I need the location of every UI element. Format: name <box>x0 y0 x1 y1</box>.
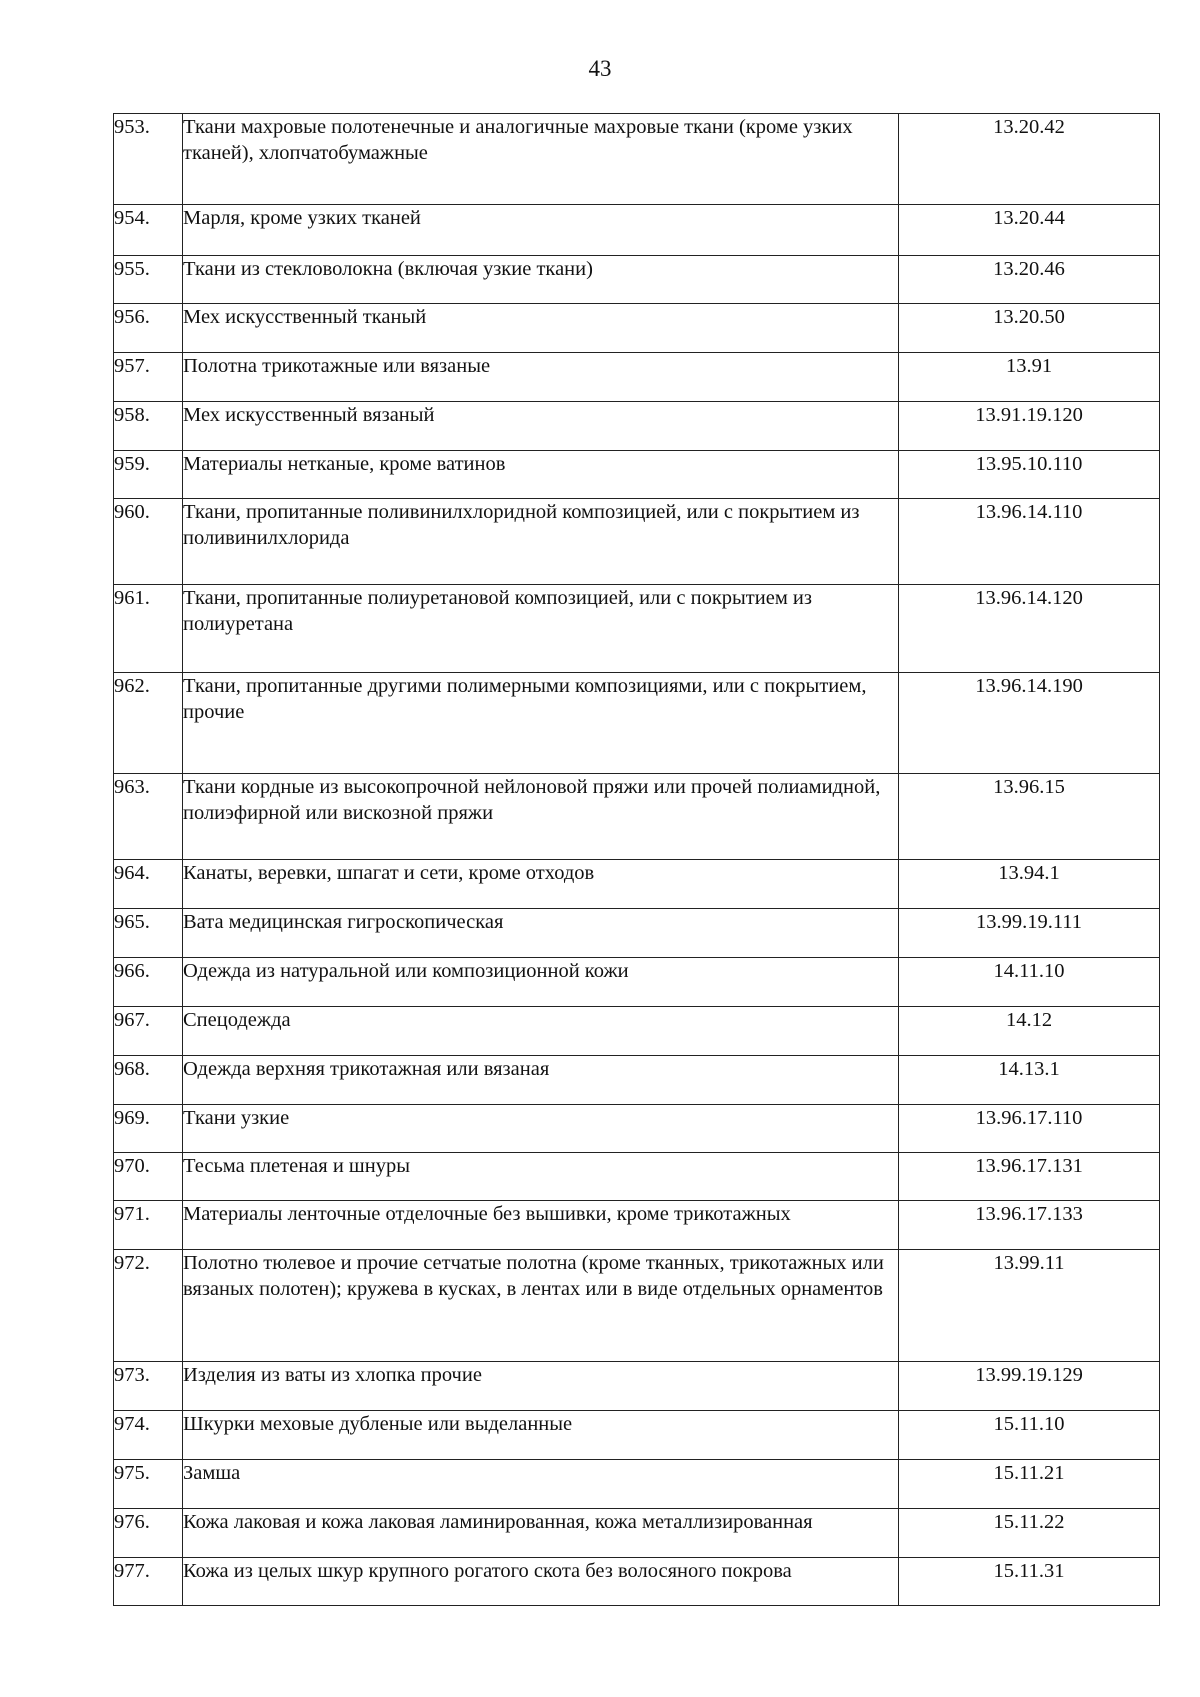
description-cell: Ткани из стекловолокна (включая узкие ткани) <box>183 256 899 304</box>
row-number-cell: 973. <box>114 1362 183 1411</box>
row-number-cell: 959. <box>114 451 183 499</box>
code-cell: 13.96.17.131 <box>899 1153 1160 1201</box>
table-row <box>114 205 1160 256</box>
row-number-cell: 957. <box>114 353 183 402</box>
description-cell: Мех искусственный вязаный <box>183 402 899 451</box>
table-row <box>114 1509 1160 1558</box>
description-cell: Ткани, пропитанные полиуретановой композицией, или с покрытием из полиуретана <box>183 585 899 673</box>
table-row <box>114 585 1160 673</box>
row-number-cell: 976. <box>114 1509 183 1558</box>
description-cell: Ткани кордные из высокопрочной нейлоновой пряжи или прочей полиамидной, полиэфирной или вискозной пряжи <box>183 774 899 860</box>
code-cell: 13.20.42 <box>899 114 1160 205</box>
description-cell: Материалы ленточные отделочные без вышивки, кроме трикотажных <box>183 1201 899 1250</box>
description-cell: Мех искусственный тканый <box>183 304 899 353</box>
code-cell: 13.94.1 <box>899 860 1160 909</box>
table-row <box>114 1411 1160 1460</box>
classification-table <box>113 113 1160 1606</box>
table-row <box>114 1153 1160 1201</box>
table-row <box>114 402 1160 451</box>
row-number-cell: 961. <box>114 585 183 673</box>
row-number-cell: 972. <box>114 1250 183 1362</box>
description-cell: Ткани узкие <box>183 1105 899 1153</box>
code-cell: 13.20.44 <box>899 205 1160 256</box>
description-cell: Полотна трикотажные или вязаные <box>183 353 899 402</box>
code-cell: 13.91 <box>899 353 1160 402</box>
table-row <box>114 958 1160 1007</box>
description-cell: Кожа из целых шкур крупного рогатого скота без волосяного покрова <box>183 1558 899 1606</box>
table-row <box>114 114 1160 205</box>
table-row <box>114 1201 1160 1250</box>
description-cell: Вата медицинская гигроскопическая <box>183 909 899 958</box>
description-cell: Ткани, пропитанные поливинилхлоридной композицией, или с покрытием из поливинилхлорида <box>183 499 899 585</box>
row-number-cell: 970. <box>114 1153 183 1201</box>
code-cell: 15.11.31 <box>899 1558 1160 1606</box>
table-row <box>114 1460 1160 1509</box>
table-row <box>114 499 1160 585</box>
table-row <box>114 1056 1160 1105</box>
row-number-cell: 958. <box>114 402 183 451</box>
description-cell: Изделия из ваты из хлопка прочие <box>183 1362 899 1411</box>
row-number-cell: 954. <box>114 205 183 256</box>
row-number-cell: 953. <box>114 114 183 205</box>
code-cell: 15.11.21 <box>899 1460 1160 1509</box>
code-cell: 13.99.19.111 <box>899 909 1160 958</box>
row-number-cell: 960. <box>114 499 183 585</box>
table-row <box>114 304 1160 353</box>
code-cell: 13.96.17.133 <box>899 1201 1160 1250</box>
row-number-cell: 965. <box>114 909 183 958</box>
code-cell: 15.11.22 <box>899 1509 1160 1558</box>
row-number-cell: 955. <box>114 256 183 304</box>
table-row <box>114 353 1160 402</box>
description-cell: Ткани махровые полотенечные и аналогичные махровые ткани (кроме узких тканей), хлопчатобумажные <box>183 114 899 205</box>
description-cell: Одежда верхняя трикотажная или вязаная <box>183 1056 899 1105</box>
code-cell: 14.13.1 <box>899 1056 1160 1105</box>
description-cell: Материалы нетканые, кроме ватинов <box>183 451 899 499</box>
description-cell: Шкурки меховые дубленые или выделанные <box>183 1411 899 1460</box>
code-cell: 14.11.10 <box>899 958 1160 1007</box>
row-number-cell: 974. <box>114 1411 183 1460</box>
row-number-cell: 975. <box>114 1460 183 1509</box>
row-number-cell: 956. <box>114 304 183 353</box>
description-cell: Полотно тюлевое и прочие сетчатые полотна (кроме тканных, трикотажных или вязаных полотен); кружева в кусках, в лентах или в виде отдельных орнаментов <box>183 1250 899 1362</box>
row-number-cell: 977. <box>114 1558 183 1606</box>
row-number-cell: 963. <box>114 774 183 860</box>
row-number-cell: 964. <box>114 860 183 909</box>
row-number-cell: 962. <box>114 673 183 774</box>
code-cell: 13.96.17.110 <box>899 1105 1160 1153</box>
row-number-cell: 967. <box>114 1007 183 1056</box>
code-cell: 15.11.10 <box>899 1411 1160 1460</box>
table-row <box>114 1250 1160 1362</box>
description-cell: Замша <box>183 1460 899 1509</box>
code-cell: 14.12 <box>899 1007 1160 1056</box>
table-row <box>114 1362 1160 1411</box>
description-cell: Ткани, пропитанные другими полимерными композициями, или с покрытием, прочие <box>183 673 899 774</box>
code-cell: 13.20.50 <box>899 304 1160 353</box>
row-number-cell: 966. <box>114 958 183 1007</box>
code-cell: 13.91.19.120 <box>899 402 1160 451</box>
row-number-cell: 968. <box>114 1056 183 1105</box>
code-cell: 13.96.15 <box>899 774 1160 860</box>
description-cell: Спецодежда <box>183 1007 899 1056</box>
description-cell: Тесьма плетеная и шнуры <box>183 1153 899 1201</box>
code-cell: 13.99.11 <box>899 1250 1160 1362</box>
table-row <box>114 1105 1160 1153</box>
page-number: 43 <box>588 56 612 81</box>
table-row <box>114 451 1160 499</box>
code-cell: 13.96.14.120 <box>899 585 1160 673</box>
table-row <box>114 774 1160 860</box>
table-row <box>114 256 1160 304</box>
description-cell: Марля, кроме узких тканей <box>183 205 899 256</box>
description-cell: Канаты, веревки, шпагат и сети, кроме отходов <box>183 860 899 909</box>
table-row <box>114 909 1160 958</box>
table-row <box>114 673 1160 774</box>
code-cell: 13.20.46 <box>899 256 1160 304</box>
table-row <box>114 1007 1160 1056</box>
row-number-cell: 971. <box>114 1201 183 1250</box>
code-cell: 13.96.14.190 <box>899 673 1160 774</box>
code-cell: 13.95.10.110 <box>899 451 1160 499</box>
description-cell: Одежда из натуральной или композиционной кожи <box>183 958 899 1007</box>
table-body <box>114 114 1160 1606</box>
description-cell: Кожа лаковая и кожа лаковая ламинированная, кожа металлизированная <box>183 1509 899 1558</box>
table-row <box>114 860 1160 909</box>
row-number-cell: 969. <box>114 1105 183 1153</box>
table-row <box>114 1558 1160 1606</box>
code-cell: 13.96.14.110 <box>899 499 1160 585</box>
code-cell: 13.99.19.129 <box>899 1362 1160 1411</box>
